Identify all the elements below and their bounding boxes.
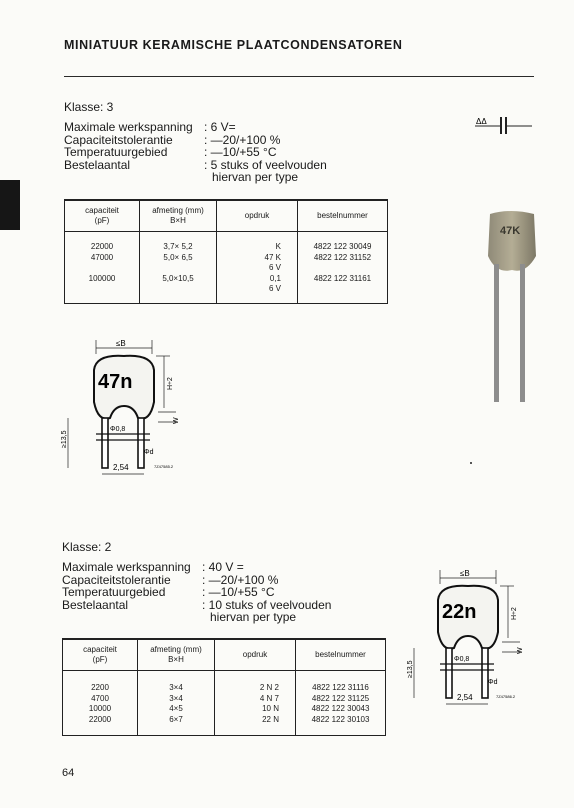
table-row: 4700 3×4 4 N 7 4822 122 31125 [63,694,386,705]
svg-text:W: W [173,417,180,424]
col-bestelnummer: bestelnummer [296,639,386,671]
table-row: 22000 3,7× 5,2 K 4822 122 30049 [65,232,388,253]
svg-text:ΔΔ: ΔΔ [476,117,487,126]
page-title: MINIATUUR KERAMISCHE PLAATCONDENSATOREN [64,38,403,52]
col-opdruk: opdruk [215,639,296,671]
capacitor-photo [476,204,546,404]
spec-row: Bestelaantal : 5 stuks of veelvouden [64,157,327,172]
klasse-2-heading: Klasse: 2 [62,540,112,554]
svg-text:2,54: 2,54 [457,693,473,702]
svg-text:Φ0,8: Φ0,8 [454,656,470,663]
svg-text:H÷2: H÷2 [511,607,518,620]
edge-thumb-tab [0,180,20,230]
svg-text:22n: 22n [442,601,477,623]
svg-text:Φd: Φd [488,679,498,686]
svg-text:≤B: ≤B [116,339,126,348]
klasse-3-heading: Klasse: 3 [64,100,114,114]
klasse-2-table [62,638,386,736]
photo-marking: 47K [500,225,521,237]
col-bestelnummer: bestelnummer [298,200,388,232]
svg-text:Φd: Φd [144,449,154,456]
spec-row: Maximale werkspanning : 40 V = [62,560,244,574]
svg-text:≥13,5: ≥13,5 [407,660,414,678]
svg-text:W: W [517,647,524,654]
col-opdruk: opdruk [217,200,298,232]
klasse-2-dimension-drawing [406,566,536,714]
svg-text:H÷2: H÷2 [167,377,174,390]
header-rule [64,76,534,77]
klasse-3-table [64,199,388,304]
col-capaciteit: capaciteit (pF) [63,639,138,671]
col-afmeting: afmeting (mm) B×H [138,639,215,671]
klasse-3-dimension-drawing [58,336,188,484]
table-row: 10000 4×5 10 N 4822 122 30043 [63,704,386,715]
svg-text:7Z47585.2: 7Z47585.2 [154,464,174,469]
spec-row: Bestelaantal : 10 stuks of veelvouden [62,597,332,612]
spec-row: hiervan per type [212,170,299,184]
svg-text:47n: 47n [98,371,133,393]
klasse-3-specs [64,121,327,184]
table-row: 6 V [65,284,388,303]
spec-row: hiervan per type [210,610,297,624]
spec-row: Maximale werkspanning : 6 V= [64,120,236,134]
table-row: 2200 3×4 2 N 2 4822 122 31116 [63,671,386,694]
col-capaciteit: capaciteit (pF) [65,200,140,232]
capacitor-symbol-icon [470,112,540,136]
svg-text:Φ0,8: Φ0,8 [110,426,126,433]
spec-row: Temperatuurgebied : —10/+55 °C [62,585,275,599]
spec-row: Temperatuurgebied : —10/+55 °C [64,145,277,159]
svg-text:7Z47586.2: 7Z47586.2 [496,694,516,699]
page-number: 64 [62,767,75,779]
spec-row: Capaciteitstolerantie : —20/+100 % [62,572,279,587]
speck [470,462,472,464]
spec-row: Capaciteitstolerantie : —20/+100 % [64,132,281,147]
table-row: 6 V [65,263,388,274]
svg-text:≥13,5: ≥13,5 [61,430,68,448]
table-row: 47000 5,0× 6,5 47 K 4822 122 31152 [65,253,388,264]
klasse-2-specs [62,561,331,624]
svg-text:2,54: 2,54 [113,463,129,472]
col-afmeting: afmeting (mm) B×H [140,200,217,232]
table-row: 22000 6×7 22 N 4822 122 30103 [63,715,386,736]
table-row: 100000 5,0×10,5 0,1 4822 122 31161 [65,274,388,285]
svg-text:≤B: ≤B [460,569,470,578]
